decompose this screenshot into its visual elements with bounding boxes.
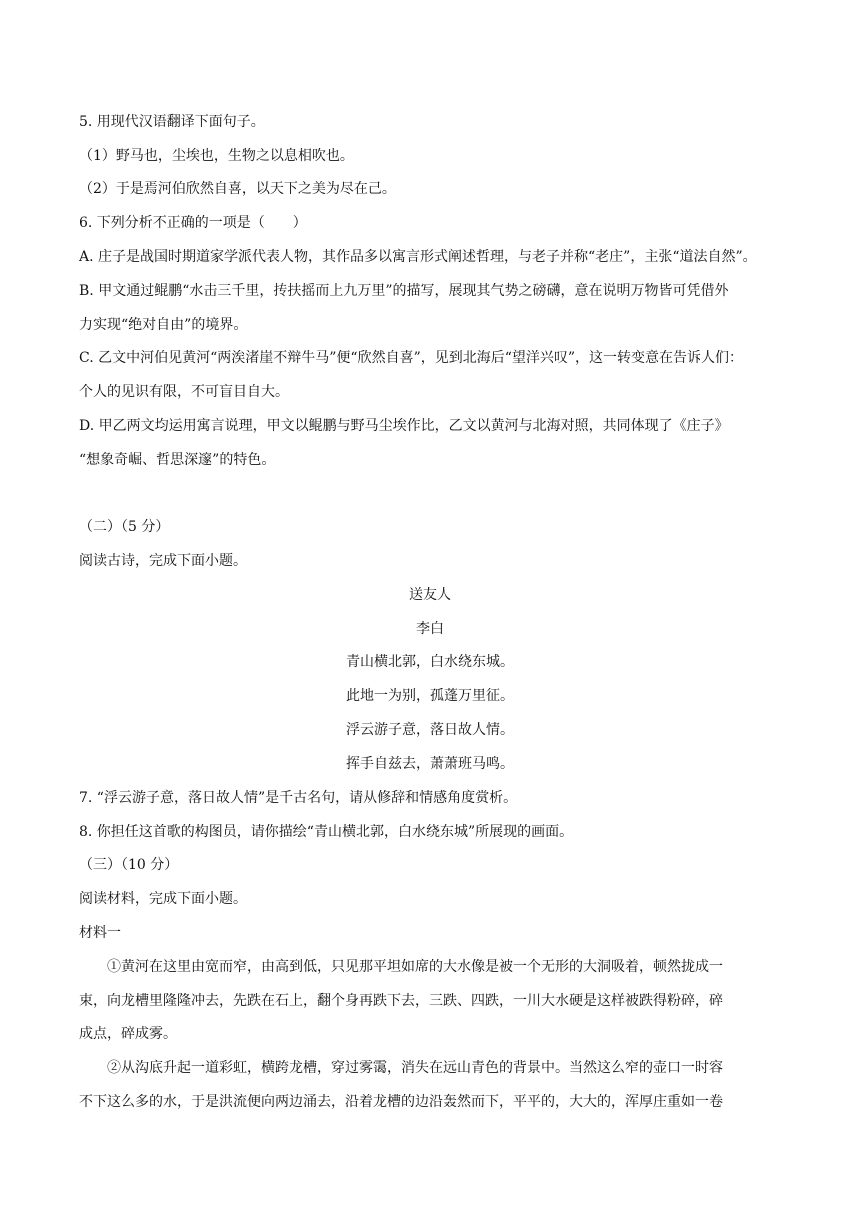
material-1-label: 材料一 <box>79 925 121 941</box>
section-2-heading: （二）（5 分） <box>79 519 170 535</box>
option-a: A. 庄子是战国时期道家学派代表人物，其作品多以寓言形式阐述哲理，与老子并称“老庄”，主张“道法自然”。 <box>79 249 757 265</box>
poem-line-2: 此地一为别，孤蓬万里征。 <box>346 688 514 704</box>
poem-title: 送友人 <box>409 587 451 603</box>
question-5-sentence-2: （2）于是焉河伯欣然自喜，以天下之美为尽在己。 <box>79 181 396 197</box>
question-6-stem: 6. 下列分析不正确的一项是（ ） <box>79 215 307 231</box>
option-c-line-1: C. 乙文中河伯见黄河“两涘渚崖不辩牛马”便“欣然自喜”，见到北海后“望洋兴叹”，这一转变意在告诉人们： <box>79 350 744 366</box>
option-d-line-1: D. 甲乙两文均运用寓言说理，甲文以鲲鹏与野马尘埃作比，乙文以黄河与北海对照，共同体现了《庄子》 <box>79 418 729 434</box>
paragraph-1-line-1: ①黄河在这里由宽而窄，由高到低，只见那平坦如席的大水像是被一个无形的大洞吸着，顿然拢成一 <box>107 959 723 975</box>
poem-author: 李白 <box>416 621 444 637</box>
option-b-line-2: 力实现“绝对自由”的境界。 <box>79 317 248 333</box>
paragraph-2-line-2: 不下这么多的水，于是洪流便向两边涌去，沿着龙槽的边沿轰然而下，平平的，大大的，浑厚庄重如一卷 <box>79 1094 723 1110</box>
question-5-stem: 5. 用现代汉语翻译下面句子。 <box>79 114 265 130</box>
poem-line-1: 青山横北郭，白水绕东城。 <box>346 654 514 670</box>
paragraph-1-line-2: 束，向龙槽里隆隆冲去，先跌在石上，翻个身再跌下去，三跌、四跌，一川大水硬是这样被跌得粉碎，碎 <box>79 993 723 1009</box>
question-7: 7. “浮云游子意，落日故人情”是千古名句，请从修辞和情感角度赏析。 <box>79 790 518 806</box>
section-3-intro: 阅读材料，完成下面小题。 <box>79 891 247 907</box>
question-5-sentence-1: （1）野马也，尘埃也，生物之以息相吹也。 <box>79 148 354 164</box>
paragraph-2-line-1: ②从沟底升起一道彩虹，横跨龙槽，穿过雾霭，消失在远山青色的背景中。当然这么窄的壶口一时容 <box>107 1060 723 1076</box>
section-2-intro: 阅读古诗，完成下面小题。 <box>79 553 247 569</box>
option-b-line-1: B. 甲文通过鲲鹏“水击三千里，抟扶摇而上九万里”的描写，展现其气势之磅礴，意在说明万物皆可凭借外 <box>79 283 729 299</box>
question-8: 8. 你担任这首歌的构图员，请你描绘“青山横北郭，白水绕东城”所展现的画面。 <box>79 824 574 840</box>
option-c-line-2: 个人的见识有限，不可盲目自大。 <box>79 384 289 400</box>
paragraph-1-line-3: 成点，碎成雾。 <box>79 1026 177 1042</box>
poem-line-4: 挥手自兹去，萧萧班马鸣。 <box>346 756 514 772</box>
section-3-heading: （三）（10 分） <box>79 857 179 873</box>
option-d-line-2: “想象奇崛、哲思深邃”的特色。 <box>79 452 276 468</box>
poem-line-3: 浮云游子意，落日故人情。 <box>346 722 514 738</box>
